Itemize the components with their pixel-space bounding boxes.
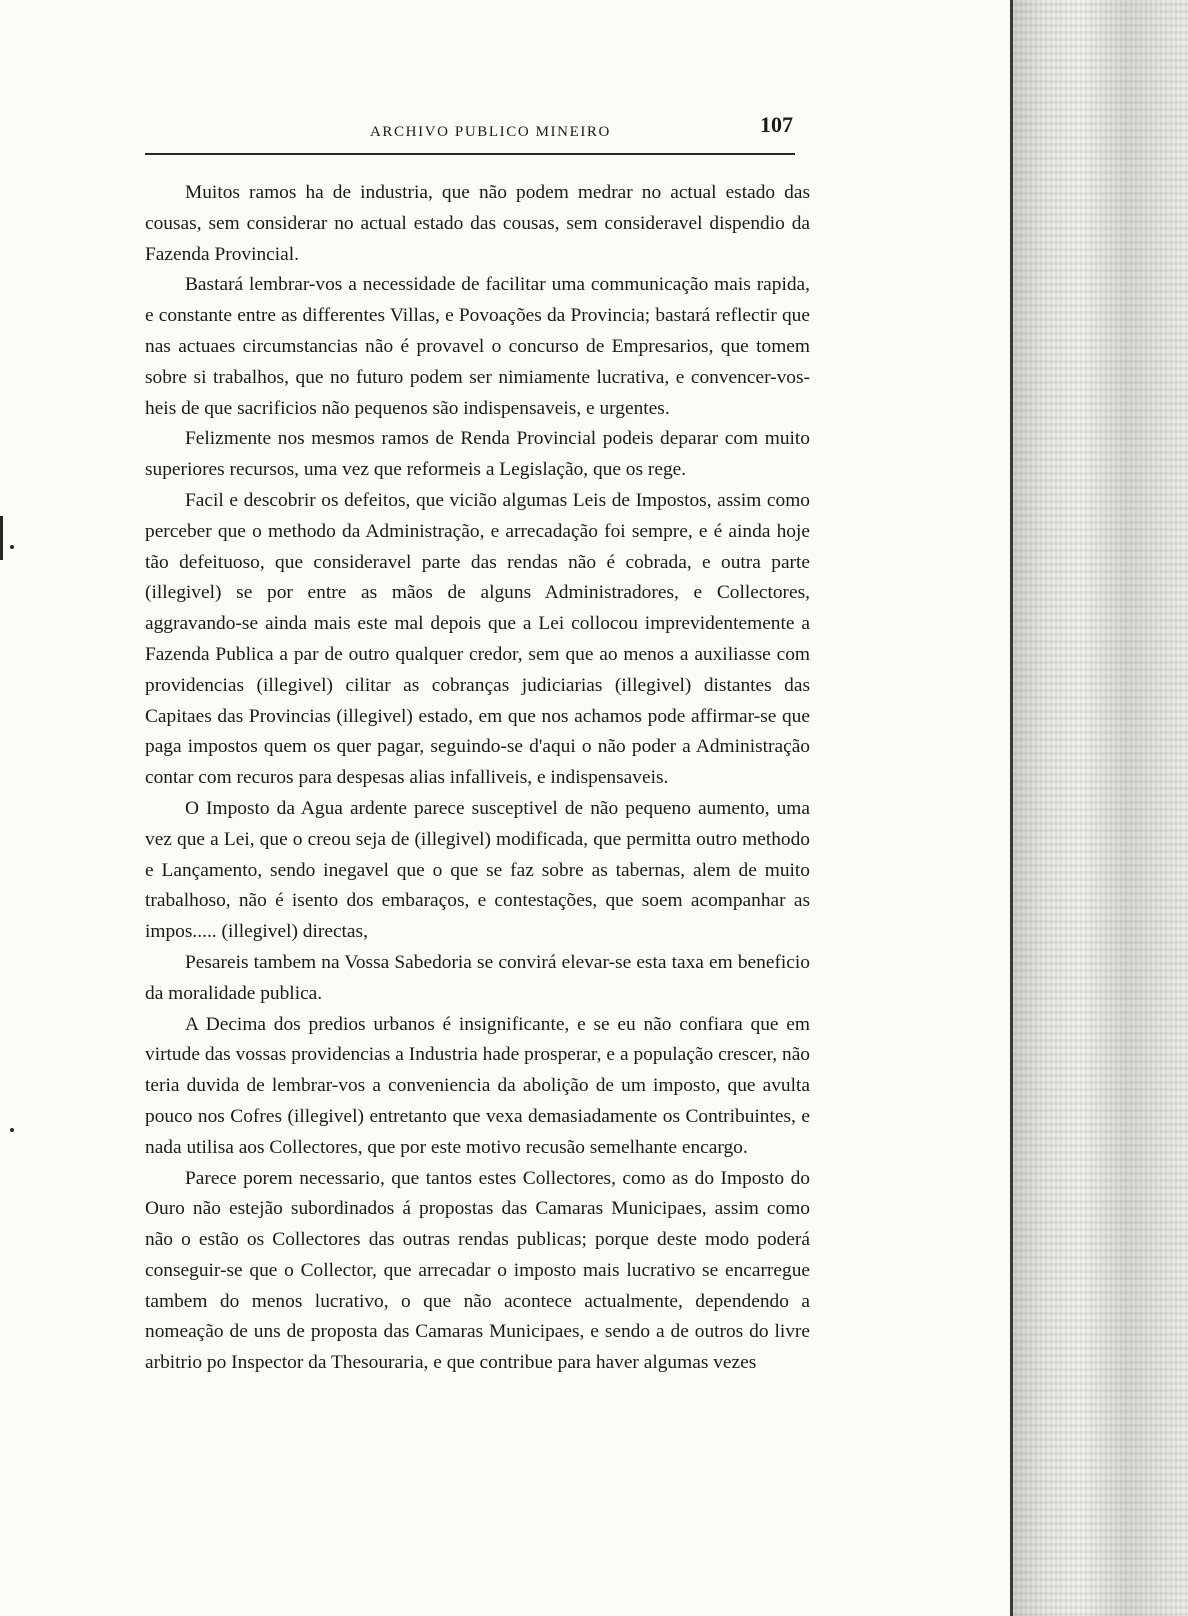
margin-dot-mark bbox=[10, 545, 14, 549]
paragraph-industria: Muitos ramos ha de industria, que não podem medrar no actual estado das cousas, sem considerar no actual estado das cousas, sem consideravel dispendio da Fazenda Provincial. bbox=[145, 182, 810, 265]
margin-dot-mark bbox=[10, 1128, 14, 1132]
paragraph-collectores: Parece porem necessario, que tantos estes Collectores, como as do Imposto do Ouro não estejão subordinados á propostas das Camaras Municipaes, assim como não o estão os Collectores das outras rendas publicas; porque deste modo poderá conseguir-se que o Collector, que arrecadar o imposto mais lucrativo se encarregue tambem do menos lucrativo, o que não acontece actualmente, dependendo a nomeação de uns de proposta das Camaras Municipaes, e sendo a de outros do livre arbitrio po Inspector da Thesouraria, e que contribue para haver algumas vezes bbox=[145, 1167, 810, 1374]
paragraph-taxa-moralidade: Pesareis tambem na Vossa Sabedoria se convirá elevar-se esta taxa em beneficio da moralidade publica. bbox=[145, 951, 810, 1004]
paragraph-agua-ardente: O Imposto da Agua ardente parece susceptivel de não pequeno aumento, uma vez que a Lei, que o creou seja de (illegivel) modificada, que permitta outro methodo e Lançamento, sendo inegavel que o que se faz sobre as tabernas, alem de muito trabalhoso, não é isento dos embaraços, e contestações, que soem acompanhar as impos..... (illegivel) directas, bbox=[145, 797, 810, 943]
paragraph-renda-provincial: Felizmente nos mesmos ramos de Renda Provincial podeis deparar com muito superiores recursos, uma vez que reformeis a Legislação, que os rege. bbox=[145, 428, 810, 481]
header-rule bbox=[145, 153, 795, 155]
paragraph-communicacao: Bastará lembrar-vos a necessidade de facilitar uma communicação mais rapida, e constante entre as differentes Villas, e Povoações da Provincia; bastará reflectir que nas actuaes circumstancias não é provavel o concurso de Empresarios, que tomem sobre si trabalhos, que no futuro podem ser nimiamente lucrativa, e convencer-vos-heis de que sacrificios não pequenos são indispensaveis, e urgentes. bbox=[145, 274, 810, 419]
page-edge-shadow bbox=[1010, 0, 1013, 1616]
paragraph-decima-predios: A Decima dos predios urbanos é insignificante, e se eu não confiara que em virtude das vossas providencias a Industria hade prosperar, e a população crescer, não teria duvida de lembrar-vos a conveniencia da abolição de um imposto, que avulta pouco nos Cofres (illegivel) entretanto que vexa demasiadamente os Contribuintes, e nada utilisa aos Collectores, que por este motivo recusão semelhante encargo. bbox=[145, 1013, 810, 1158]
margin-bracket-mark bbox=[0, 516, 3, 560]
paragraph-defeitos-impostos: Facil e descobrir os defeitos, que vicião algumas Leis de Impostos, assim como perceber que o methodo da Administração, e arrecadação foi sempre, e é ainda hoje tão defeituoso, que consideravel parte das rendas não é cobrada, e outra parte (illegivel) se por entre as mãos de alguns Administradores, e Collectores, aggravando-se ainda mais este mal depois que a Lei collocou imprevidentemente a Fazenda Publica a par de outro qualquer credor, sem que ao menos a auxiliasse com providencias (illegivel) cilitar as cobranças judiciarias (illegivel) distantes das Capitaes das Provincias (illegivel) estado, em que nos achamos pode affirmar-se que paga impostos quem os quer pagar, seguindo-se d'aqui o não poder a Administração contar com recuros para despesas alias infalliveis, e indispensaveis. bbox=[145, 489, 810, 789]
body-text bbox=[145, 178, 810, 1379]
page-header bbox=[145, 112, 795, 156]
page-number: 107 bbox=[760, 112, 793, 137]
scanner-background-edge bbox=[1010, 0, 1188, 1616]
running-head: ARCHIVO PUBLICO MINEIRO bbox=[370, 124, 611, 140]
